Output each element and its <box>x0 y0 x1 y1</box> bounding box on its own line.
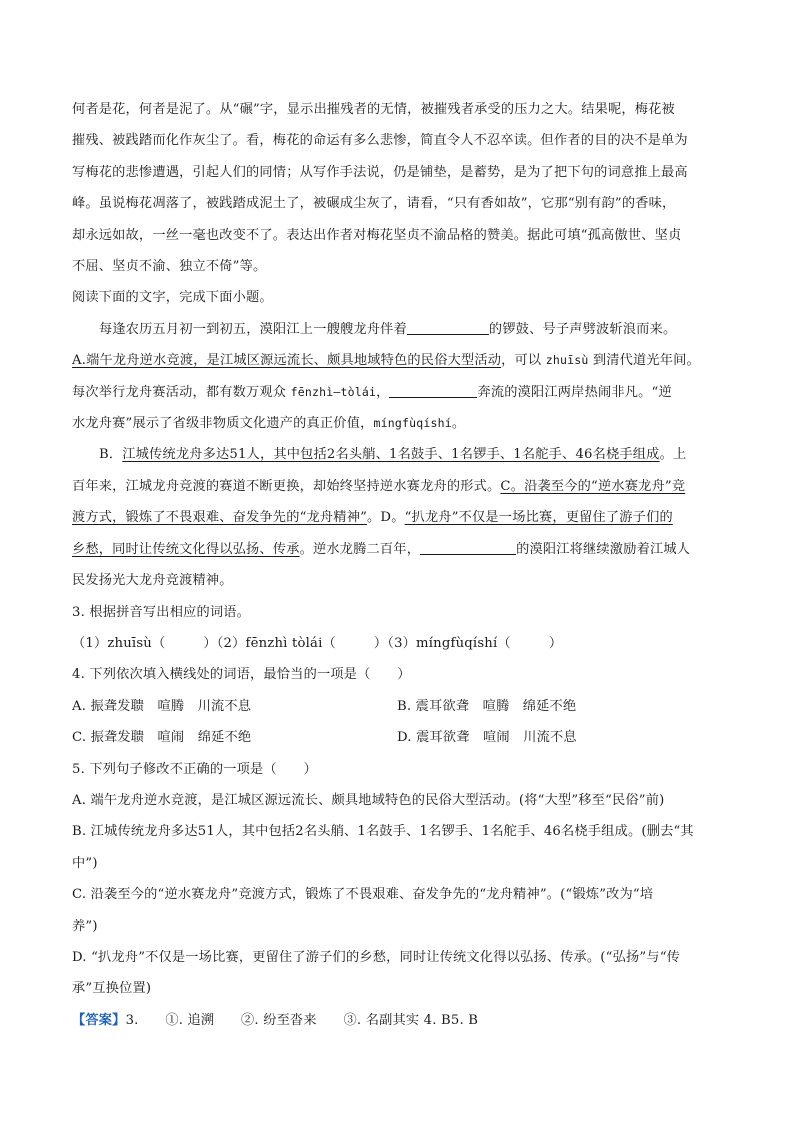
option-c-cont: 养”) <box>72 918 98 934</box>
pinyin-items: （1）zhuīsù（ ）（2）fēnzhì tòlái（ ）（3）míngfùqíshí（ ） <box>72 635 563 651</box>
answer-tag: 【答案】 <box>72 1012 126 1028</box>
question-stem: 4. 下列依次填入横线处的词语，最恰当的一项是（ ） <box>72 667 411 683</box>
sentence-b: 江城传统龙舟多达51人，其中包括2名头艄、1名鼓手、1名锣手、1名舵手、46名桡手组成 <box>122 447 660 463</box>
option-b-cont: 中”) <box>72 855 98 871</box>
question-3 <box>72 597 726 660</box>
passage-line: 每次举行龙舟赛活动，都有数万观众 fēnzhì—tòlái， 奔流的漠阳江两岸热闹非凡。“逆 <box>72 377 726 408</box>
passage-line: 民发扬光大龙舟竞渡精神。 <box>72 573 233 589</box>
intro-paragraph <box>72 94 726 282</box>
intro-line: 不屈、坚贞不渝、独立不倚”等。 <box>72 259 267 275</box>
answer-text: 3. ①. 追溯 ②. 纷至沓来 ③. 名副其实 4. B5. B <box>125 1012 479 1028</box>
intro-line: 摧残、被践踏而化作灰尘了。看，梅花的命运有多么悲惨，简直令人不忍卒读。但作者的目的决不是单为 <box>72 133 688 149</box>
passage-line: 乡愁，同时让传统文化得以弘扬、传承。逆水龙腾二百年， 的漠阳江将继续激励着江城人 <box>72 534 726 565</box>
option-c[interactable]: C. 沿袭至今的“逆水赛龙舟”竞渡方式，锻炼了不畏艰难、奋发争先的“龙舟精神”。(“锻炼”改为“培 <box>72 887 654 903</box>
intro-line: 峰。虽说梅花凋落了，被践踏成泥土了，被碾成尘灰了，请看，“只有香如故”，它那“别有韵”的香味， <box>72 196 676 212</box>
option-b[interactable]: B. 江城传统龙舟多达51人，其中包括2名头艄、1名鼓手、1名锣手、1名舵手、46名桡手组成。(删去“其 <box>72 824 694 840</box>
passage-line: 水龙舟赛”展示了省级非物质文化遗产的真正价值，míngfùqíshí。 <box>72 416 466 432</box>
intro-line: 写梅花的悲惨遭遇，引起人们的同情；从写作手法说，仍是铺垫，是蓄势，是为了把下句的词意推上最高 <box>72 164 688 180</box>
fill-blank-2[interactable] <box>389 381 477 398</box>
passage-line: B．江城传统龙舟多达51人，其中包括2名头艄、1名鼓手、1名锣手、1名舵手、46名桡手组成。上 <box>99 447 687 463</box>
reading-prompt: 阅读下面的文字，完成下面小题。 <box>72 290 273 306</box>
sentence-d-start: “扒龙舟”不仅是一场比赛，更留住了游子们的 <box>404 510 673 526</box>
question-5 <box>72 754 726 1005</box>
pinyin-1: zhuīsù <box>545 353 589 368</box>
sentence-c-end: 渡方式，锻炼了不畏艰难、奋发争先的“龙舟精神” <box>72 510 368 526</box>
passage <box>72 314 726 597</box>
passage-line: 每逢农历五月初一到初五，漠阳江上一艘艘龙舟伴着 的锣鼓、号子声劈波斩浪而来。 <box>72 314 726 345</box>
passage-line: 渡方式，锻炼了不畏艰难、奋发争先的“龙舟精神”。D。“扒龙舟”不仅是一场比赛，更留住了游子们的 <box>72 510 673 526</box>
option-d[interactable]: D. “扒龙舟”不仅是一场比赛，更留住了游子们的乡愁，同时让传统文化得以弘扬、传承。(“弘扬”与“传 <box>72 949 681 965</box>
answer-line <box>72 1005 726 1036</box>
question-stem: 5. 下列句子修改不正确的一项是（ ） <box>72 761 317 777</box>
document-content <box>72 94 726 1036</box>
option-d-cont: 承”互换位置) <box>72 981 152 997</box>
option-d[interactable]: D. 震耳欲聋 喧闹 川流不息 <box>397 730 577 746</box>
question-4 <box>72 659 726 753</box>
option-b[interactable]: B. 震耳欲聋 喧腾 绵延不绝 <box>397 698 577 714</box>
passage-line: A.端午龙舟逆水竞渡，是江城区源远流长、颇具地域特色的民俗大型活动，可以 zhuīsù 到清代道光年间。 <box>72 353 700 369</box>
sentence-c-start: C。沿袭至今的“逆水赛龙舟”竞 <box>500 478 686 494</box>
intro-line: 何者是花，何者是泥了。从“碾”字，显示出摧残者的无情，被摧残者承受的压力之大。结果呢，梅花被 <box>72 102 675 117</box>
passage-line: 百年来，江城龙舟竞渡的赛道不断更换，却始终坚持逆水赛龙舟的形式。C。沿袭至今的“逆水赛龙舟”竞 <box>72 478 686 494</box>
fill-blank-1[interactable] <box>407 318 489 335</box>
sentence-d-end: 乡愁，同时让传统文化得以弘扬、传承 <box>72 541 300 557</box>
pinyin-3: míngfùqíshí <box>373 416 452 431</box>
sentence-a: A.端午龙舟逆水竞渡，是江城区源远流长、颇具地域特色的民俗大型活动 <box>72 353 502 369</box>
option-a[interactable]: A. 端午龙舟逆水竞渡，是江城区源远流长、颇具地域特色的民俗大型活动。(将“大型”移至“民俗”前) <box>72 792 665 808</box>
intro-line: 却永远如故，一丝一毫也改变不了。表达出作者对梅花坚贞不渝品格的赞美。据此可填“孤高傲世、坚贞 <box>72 227 682 243</box>
question-stem: 3. 根据拼音写出相应的词语。 <box>72 604 251 620</box>
fill-blank-3[interactable] <box>420 538 516 555</box>
option-a[interactable]: A. 振聋发聩 喧腾 川流不息 <box>72 698 252 714</box>
option-c[interactable]: C. 振聋发聩 喧闹 绵延不绝 <box>72 730 252 746</box>
pinyin-2: fēnzhì—tòlái <box>290 384 377 399</box>
